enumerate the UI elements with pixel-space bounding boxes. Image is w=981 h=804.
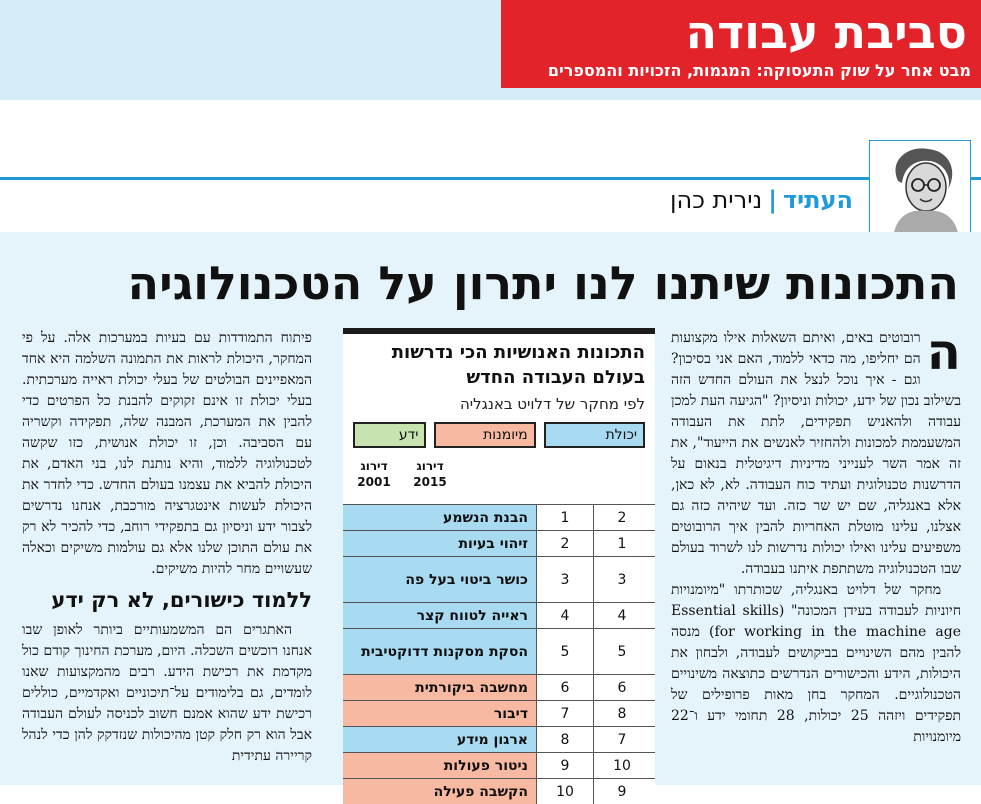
table-row xyxy=(343,778,655,804)
article-headline: התכונות שיתנו לנו יתרון על הטכנולוגיה xyxy=(127,256,959,310)
table-row xyxy=(343,530,655,556)
skill-name: ראייה לטווח קצר xyxy=(343,603,536,628)
rank-2015: 6 xyxy=(536,675,594,700)
section-subtitle: מבט אחר על שוק התעסוקה: המגמות, הזכויות והמספרים xyxy=(547,61,971,80)
legend-item-ability: יכולת xyxy=(544,422,645,448)
rank-2001: 1 xyxy=(617,535,627,552)
section-banner xyxy=(501,0,981,88)
rank-2015: 4 xyxy=(536,603,594,628)
rank-2001: 6 xyxy=(617,679,627,696)
rank-2001: 9 xyxy=(617,783,627,800)
rank-2015: 8 xyxy=(536,727,594,752)
column-rule xyxy=(0,177,981,180)
table-rows xyxy=(343,504,655,804)
rank-2015: 7 xyxy=(536,701,594,726)
table-row xyxy=(343,752,655,778)
rank-2015: 2 xyxy=(536,531,594,556)
skill-name: כושר ביטוי בעל פה xyxy=(343,557,536,602)
rank-2001: 10 xyxy=(613,757,631,774)
rank-2001: 8 xyxy=(617,705,627,722)
skill-name: ניטור פעולות xyxy=(343,753,536,778)
table-row xyxy=(343,628,655,674)
table-headers xyxy=(343,458,655,504)
skills-table-box xyxy=(343,328,655,800)
rank-2001: 2 xyxy=(617,509,627,526)
table-row xyxy=(343,602,655,628)
byline-separator: | xyxy=(768,186,777,214)
legend xyxy=(353,422,645,448)
byline xyxy=(670,185,853,215)
rank-2015: 1 xyxy=(536,505,594,530)
skill-name: מחשבה ביקורתית xyxy=(343,675,536,700)
skill-name: זיהוי בעיות xyxy=(343,531,536,556)
table-row xyxy=(343,556,655,602)
subheading: ללמוד כישורים, לא רק ידע xyxy=(51,588,312,612)
article-column-left xyxy=(22,328,312,767)
rank-2001: 4 xyxy=(617,607,627,624)
author-portrait-icon xyxy=(870,141,970,233)
skill-name: הבנת הנשמע xyxy=(343,505,536,530)
drop-cap: ה xyxy=(926,323,961,381)
skill-name: ארגון מידע xyxy=(343,727,536,752)
box-top-rule xyxy=(343,328,655,334)
column-name: העתיד xyxy=(782,186,853,214)
article-column-right xyxy=(671,323,962,748)
rank-2015: 9 xyxy=(536,753,594,778)
rank-2001: 3 xyxy=(617,571,627,588)
legend-item-knowledge: ידע xyxy=(353,422,426,448)
paragraph: פיתוח התמודדות עם בעיות במערכות אלה. על פי המחקר, היכולת לראות את התמונה השלמה היא אחד המאפיינים הבולטים של בעלי יכולת ראייה מערכתית. בעלי יכולת זו אינם זקוקים להבנת כל הפרטים כדי להבין את המערכת, המבנה שלה, תפקידה וקשריה עם הסביבה. וכן, זו יכולת אנושית, כזו שקשה לטכנולוגיה ללמוד, והיא נותנת לנו, בני האדם, את היכולת להביא את עצמנו בעולם החדש. כדי לחדר את היכולת לעשות אינטגרציה מורכבת, אנחנו נדרשים לצבור ידע וניסיון גם בתפקידי רוחב, כדי להכיר לא רק את עולם התוכן שלנו אלא גם עולמות משיקים וכאלה שעשויים מחר להיות משיקים. xyxy=(22,330,312,577)
box-source: לפי מחקר של דלויט באנגליה xyxy=(459,395,645,413)
paragraph: האתגרים הם המשמעותיים ביותר לאופן שבו אנחנו רוכשים השכלה. היום, מערכת החינוך קודם כול מקדמת את רכישת הידע. רבים מהמקצועות שאנו לומדים, גם בלימודים על־תיכוניים ואקדמיים, כוללים רכישת ידע שהוא אמנם חשוב לכניסה לעולם העבודה אבל הוא רק חלק קטן מהיכולות שנזדקק להן כדי לנהל קריירה עתידית xyxy=(22,622,312,764)
legend-item-skill: מיומנות xyxy=(434,422,535,448)
rank-2001: 5 xyxy=(617,643,627,660)
skill-name: דיבור xyxy=(343,701,536,726)
author-portrait xyxy=(869,140,971,234)
rank-2015: 5 xyxy=(536,629,594,674)
rank-2015: 10 xyxy=(536,779,594,804)
table-row xyxy=(343,674,655,700)
table-row xyxy=(343,700,655,726)
table-row xyxy=(343,726,655,752)
box-title: התכונות האנושיות הכי נדרשות בעולם העבודה החדש xyxy=(391,342,645,388)
table-row xyxy=(343,504,655,530)
paragraph: מחקר של דלויט באנגליה, שכותרתו "מיומנויות חיוניות לעבודה בעידן המכונה" (Essential skills for working in the machine age) מנסה להבין מהם השינויים בביקושים לעבודה, ולבחון את היכולות, הידע והכישורים הנדרשים כתוצאה משינויים הטכנולוגיים. המחקר בחן מאות פרופילים של תפקידים ויזהה 25 יכולות, 28 תחומי ידע ו־22 מיומנויות xyxy=(671,582,962,745)
header-rank-2001: דירוג 2001 xyxy=(357,459,391,489)
skill-name: הסקת מסקנות דדוקטיבית xyxy=(343,629,536,674)
header-rank-2015: דירוג 2015 xyxy=(413,459,447,489)
rank-2001: 7 xyxy=(617,731,627,748)
skill-name: הקשבה פעילה xyxy=(343,779,536,804)
rank-2015: 3 xyxy=(536,557,594,602)
paragraph: רובוטים באים, ואיתם השאלות אילו מקצועות הם יחליפו, מה כדאי ללמוד, האם אני בסיכון? וגם - איך נוכל לנצל את העולם החדש הזה בשילוב נכון של ידע, יכולות וניסיון? "הגיעה העת למכן עבודה ולהאניש תפקידים, לתת את העבודה המשעממת למכונות ולהחזיר לאנשים את הייעוד", את זה אמר השר לענייני מדיניות דיגיטלית בנאום על הדרשנות טכנולוגית ועתיד כוח העבודה. לא, לא כאן, אלא באנגליה, שם יש שר כזה. ועד שיהיה כזה גם אצלנו, עלינו מוטלת האחריות להבין איך הרובוטים משפיעים עלינו ואילו יכולות נדרשות לנו לשרוד בעולם שבו הטכנולוגיה משתתפת איתנו בעבודה. xyxy=(671,330,961,577)
section-title: סביבת עבודה xyxy=(685,5,967,59)
author-name: נירית כהן xyxy=(669,186,763,214)
